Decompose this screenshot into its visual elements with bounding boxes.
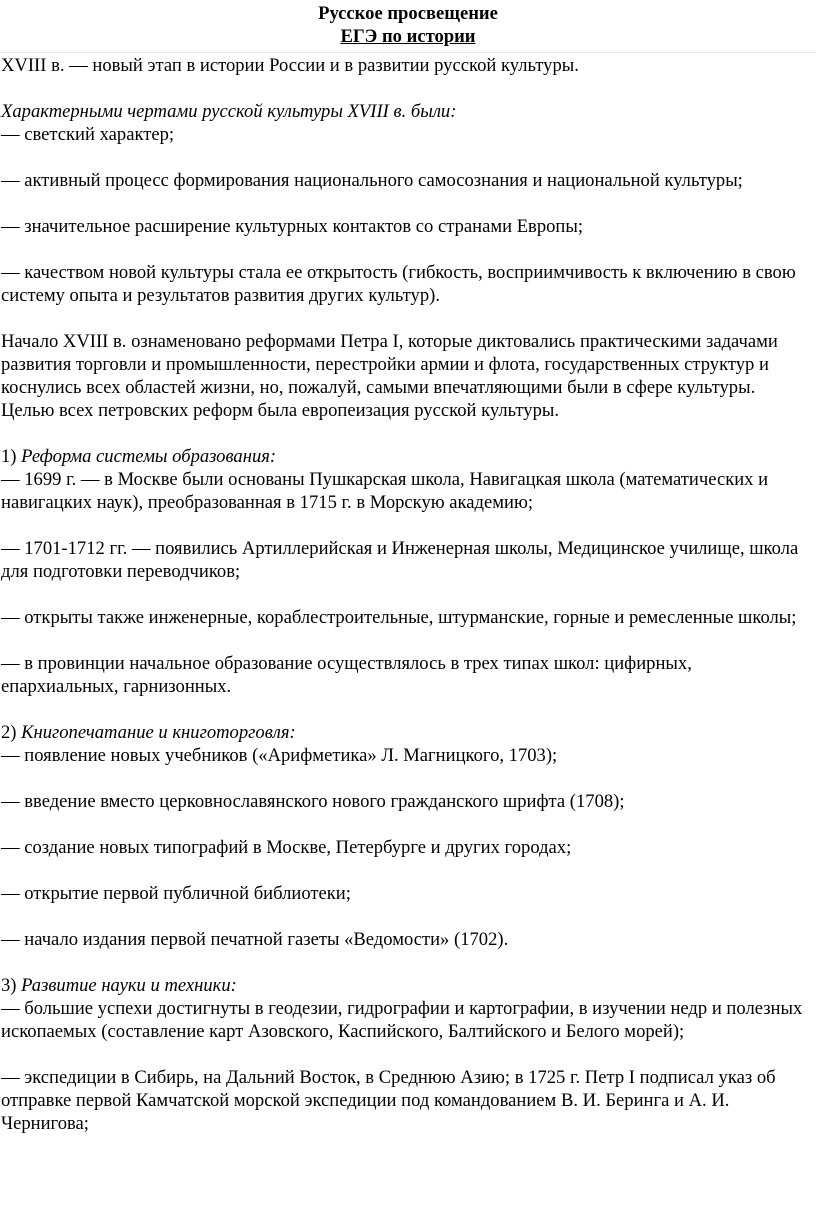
section-item: — появление новых учебников («Арифметика» Л. Магницкого, 1703); <box>1 745 558 766</box>
section-item: — начало издания первой печатной газеты «Ведомости» (1702). <box>1 929 509 950</box>
document-title: Русское просвещение <box>318 3 498 24</box>
section-item: — в провинции начальное образование осуществлялось в трех типах школ: цифирных, епархиальных, гарнизонных. <box>1 653 692 697</box>
document-header <box>0 0 816 48</box>
section-item: — экспедиции в Сибирь, на Дальний Восток, в Среднюю Азию; в 1725 г. Петр I подписал указ об отправке первой Камчатской морской экспедиции под командованием В. И. Беринга и А. И. Чернигова; <box>1 1067 776 1134</box>
section-title: Развитие науки и техники: <box>21 975 237 996</box>
section-number: 3) <box>1 975 22 996</box>
section-title: Книгопечатание и книготорговля: <box>21 722 296 743</box>
features-heading: Характерными чертами русской культуры XVIII в. были: <box>1 101 457 122</box>
section-item: — 1701-1712 гг. — появились Артиллерийская и Инженерная школы, Медицинское училище, школа для подготовки переводчиков; <box>1 538 799 582</box>
header-divider <box>0 52 816 53</box>
feature-item: — активный процесс формирования национального самосознания и национальной культуры; <box>1 170 743 191</box>
section-item: — большие успехи достигнуты в геодезии, гидрографии и картографии, в изучении недр и полезных ископаемых (составление карт Азовского, Каспийского, Балтийского и Белого морей); <box>1 998 803 1042</box>
document-body <box>1 54 813 1135</box>
reforms-paragraph: Начало XVIII в. ознаменовано реформами Петра I, которые диктовались практическими задачами развития торговли и промышленности, перестройки армии и флота, государственных структур и коснулись всех областей жизни, но, пожалуй, самыми впечатляющими были в сфере культуры. Целью всех петровских реформ была европеизация русской культуры. <box>1 331 778 421</box>
section-number: 1) <box>1 446 22 467</box>
section-item: — создание новых типографий в Москве, Петербурге и других городах; <box>1 837 572 858</box>
intro-paragraph: XVIII в. — новый этап в истории России и в развитии русской культуры. <box>1 55 579 76</box>
section-heading <box>1 974 813 997</box>
feature-item: — качеством новой культуры стала ее открытость (гибкость, восприимчивость к включению в свою систему опыта и результатов развития других культур). <box>1 262 796 306</box>
section-item: — 1699 г. — в Москве были основаны Пушкарская школа, Навигацкая школа (математических и навигацких наук), преобразованная в 1715 г. в Морскую академию; <box>1 469 769 513</box>
section-heading <box>1 445 813 468</box>
section-item: — открыты также инженерные, кораблестроительные, штурманские, горные и ремесленные школы; <box>1 607 797 628</box>
section-heading <box>1 721 813 744</box>
section-item: — введение вместо церковнославянского нового гражданского шрифта (1708); <box>1 791 625 812</box>
feature-item: — светский характер; <box>1 124 175 145</box>
section-title: Реформа системы образования: <box>21 446 277 467</box>
section-number: 2) <box>1 722 22 743</box>
section-item: — открытие первой публичной библиотеки; <box>1 883 351 904</box>
feature-item: — значительное расширение культурных контактов со странами Европы; <box>1 216 584 237</box>
document-subtitle: ЕГЭ по истории <box>340 26 476 47</box>
